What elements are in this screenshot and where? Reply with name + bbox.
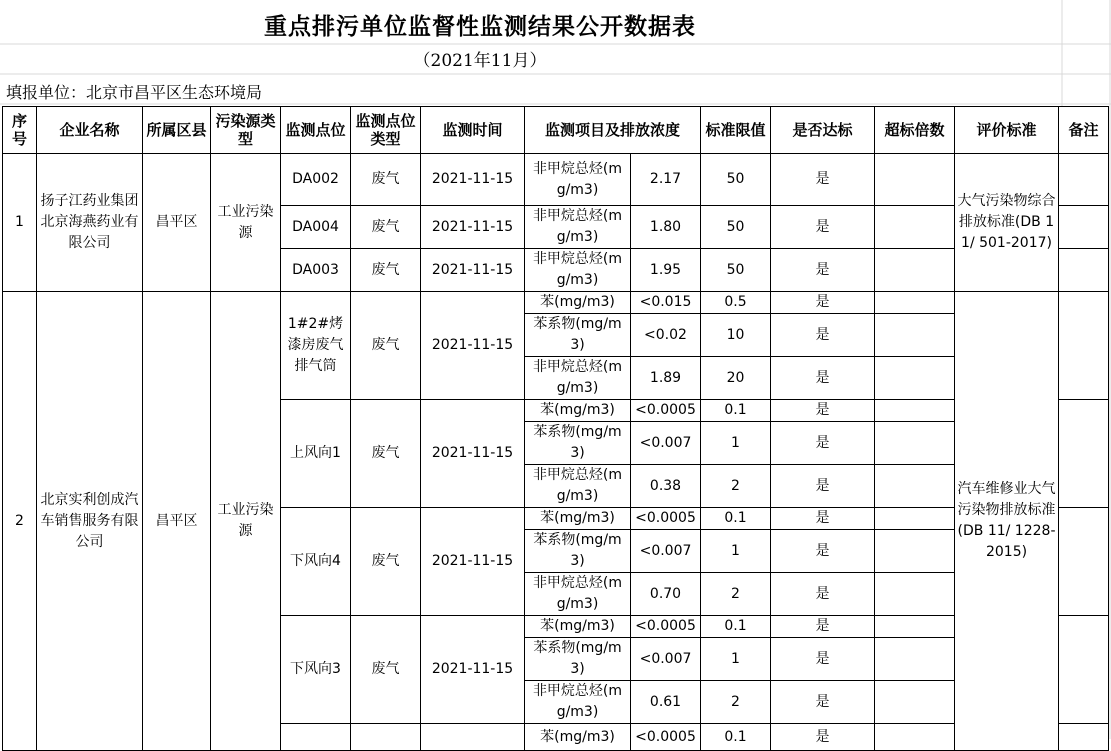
cell-compliant[interactable]: 是 [771,530,875,573]
cell-item[interactable]: 苯(mg/m3) [525,616,631,638]
cell-compliant[interactable]: 是 [771,154,875,206]
cell-point[interactable]: 1#2#烤漆房废气排气筒 [281,292,351,400]
cell-time[interactable]: 2021-11-15 [421,154,525,206]
cell-exceed[interactable] [875,422,955,465]
cell-point-type[interactable]: 废气 [351,508,421,616]
reporting-unit: 填报单位：北京市昌平区生态环境局 [6,83,263,102]
cell-compliant[interactable]: 是 [771,292,875,314]
cell-time[interactable]: 2021-11-15 [421,292,525,400]
cell-remark[interactable] [1059,154,1109,206]
cell-point[interactable]: DA003 [281,249,351,292]
cell-item[interactable]: 苯(mg/m3) [525,508,631,530]
cell-item[interactable]: 非甲烷总烃(mg/m3) [525,465,631,508]
cell-time[interactable] [421,724,525,751]
cell-exceed[interactable] [875,206,955,249]
cell-point-type[interactable]: 废气 [351,616,421,724]
cell-compliant[interactable]: 是 [771,508,875,530]
header-point-type[interactable]: 监测点位类型 [351,107,421,154]
table-row [3,292,1109,314]
cell-time[interactable]: 2021-11-15 [421,400,525,508]
cell-remark[interactable] [1059,206,1109,249]
cell-exceed[interactable] [875,724,955,751]
cell-exceed[interactable] [875,249,955,292]
cell-remark[interactable] [1059,508,1109,616]
cell-point[interactable]: DA004 [281,206,351,249]
cell-exceed[interactable] [875,292,955,314]
cell-limit[interactable]: 0.1 [701,400,771,422]
cell-time[interactable]: 2021-11-15 [421,616,525,724]
cell-limit[interactable]: 2 [701,573,771,616]
header-seq[interactable]: 序号 [3,107,37,154]
cell-point-type[interactable]: 废气 [351,249,421,292]
cell-item[interactable]: 苯系物(mg/m3) [525,314,631,357]
cell-value[interactable]: 0.70 [631,573,701,616]
header-district[interactable]: 所属区县 [143,107,211,154]
monitoring-results-table [2,106,1109,751]
cell-limit[interactable]: 0.1 [701,616,771,638]
cell-limit[interactable]: 10 [701,314,771,357]
cell-point[interactable]: 下风向4 [281,508,351,616]
cell-value[interactable]: 1.95 [631,249,701,292]
cell-remark[interactable] [1059,249,1109,292]
cell-source-type[interactable]: 工业污染源 [211,154,281,292]
cell-compliant[interactable]: 是 [771,206,875,249]
cell-item[interactable]: 苯系物(mg/m3) [525,638,631,681]
cell-value[interactable]: <0.0005 [631,400,701,422]
cell-limit[interactable]: 50 [701,206,771,249]
page-title: 重点排污单位监督性监测结果公开数据表 [264,13,696,40]
cell-exceed[interactable] [875,681,955,724]
cell-value[interactable]: 2.17 [631,154,701,206]
cell-item[interactable]: 苯系物(mg/m3) [525,530,631,573]
cell-limit[interactable]: 0.5 [701,292,771,314]
cell-point-type[interactable]: 废气 [351,292,421,400]
table-body [3,154,1109,751]
cell-exceed[interactable] [875,530,955,573]
page-subtitle: （2021年11月） [413,51,547,71]
cell-district[interactable]: 昌平区 [143,292,211,751]
cell-point[interactable]: DA002 [281,154,351,206]
cell-compliant[interactable]: 是 [771,616,875,638]
cell-item[interactable]: 非甲烷总烃(mg/m3) [525,357,631,400]
cell-item[interactable]: 非甲烷总烃(mg/m3) [525,681,631,724]
cell-company-name[interactable]: 扬子江药业集团北京海燕药业有限公司 [37,154,143,292]
cell-item[interactable]: 苯(mg/m3) [525,292,631,314]
cell-exceed[interactable] [875,573,955,616]
cell-value[interactable]: 0.61 [631,681,701,724]
cell-exceed[interactable] [875,357,955,400]
cell-exceed[interactable] [875,314,955,357]
cell-limit[interactable]: 50 [701,249,771,292]
cell-compliant[interactable]: 是 [771,724,875,751]
cell-point-type[interactable]: 废气 [351,206,421,249]
cell-standard[interactable]: 汽车维修业大气污染物排放标准(DB 11/ 1228-2015) [955,292,1059,751]
header-point[interactable]: 监测点位 [281,107,351,154]
cell-time[interactable]: 2021-11-15 [421,508,525,616]
cell-value[interactable]: <0.02 [631,314,701,357]
header-remark[interactable]: 备注 [1059,107,1109,154]
header-item-concentration[interactable]: 监测项目及排放浓度 [525,107,701,154]
cell-compliant[interactable]: 是 [771,314,875,357]
cell-seq[interactable]: 1 [3,154,37,292]
cell-value[interactable]: 0.38 [631,465,701,508]
cell-compliant[interactable]: 是 [771,400,875,422]
cell-value[interactable]: <0.0005 [631,724,701,751]
cell-item[interactable]: 非甲烷总烃(mg/m3) [525,249,631,292]
cell-compliant[interactable]: 是 [771,357,875,400]
cell-item[interactable]: 苯系物(mg/m3) [525,422,631,465]
cell-exceed[interactable] [875,154,955,206]
cell-value[interactable]: <0.007 [631,422,701,465]
cell-limit[interactable]: 2 [701,465,771,508]
cell-remark[interactable] [1059,400,1109,508]
cell-limit[interactable]: 50 [701,154,771,206]
cell-source-type[interactable]: 工业污染源 [211,292,281,751]
cell-exceed[interactable] [875,465,955,508]
cell-item[interactable]: 非甲烷总烃(mg/m3) [525,154,631,206]
cell-item[interactable]: 非甲烷总烃(mg/m3) [525,573,631,616]
cell-limit[interactable]: 1 [701,422,771,465]
cell-exceed[interactable] [875,616,955,638]
cell-compliant[interactable]: 是 [771,422,875,465]
cell-value[interactable]: <0.015 [631,292,701,314]
cell-limit[interactable]: 20 [701,357,771,400]
cell-company-name[interactable]: 北京实利创成汽车销售服务有限公司 [37,292,143,751]
cell-point-type[interactable] [351,724,421,751]
cell-compliant[interactable]: 是 [771,638,875,681]
cell-standard[interactable]: 大气污染物综合排放标准(DB 11/ 501-2017) [955,154,1059,292]
cell-value[interactable]: <0.007 [631,530,701,573]
cell-value[interactable]: <0.0005 [631,616,701,638]
cell-district[interactable]: 昌平区 [143,154,211,292]
header-compliant[interactable]: 是否达标 [771,107,875,154]
cell-compliant[interactable]: 是 [771,249,875,292]
cell-value[interactable]: <0.007 [631,638,701,681]
table-row [3,154,1109,206]
cell-value[interactable]: 1.89 [631,357,701,400]
cell-seq[interactable]: 2 [3,292,37,751]
cell-remark[interactable] [1059,724,1109,751]
header-company[interactable]: 企业名称 [37,107,143,154]
cell-compliant[interactable]: 是 [771,681,875,724]
cell-point[interactable]: 下风向3 [281,616,351,724]
header-limit[interactable]: 标准限值 [701,107,771,154]
cell-time[interactable]: 2021-11-15 [421,249,525,292]
cell-point[interactable]: 上风向1 [281,400,351,508]
cell-point-type[interactable]: 废气 [351,154,421,206]
cell-item[interactable]: 苯(mg/m3) [525,400,631,422]
cell-remark[interactable] [1059,292,1109,400]
cell-point-type[interactable]: 废气 [351,400,421,508]
cell-item[interactable]: 苯(mg/m3) [525,724,631,751]
cell-point[interactable] [281,724,351,751]
cell-value[interactable]: <0.0005 [631,508,701,530]
cell-item[interactable]: 非甲烷总烃(mg/m3) [525,206,631,249]
cell-exceed[interactable] [875,638,955,681]
cell-limit[interactable]: 1 [701,530,771,573]
table-header [3,107,1109,154]
cell-time[interactable]: 2021-11-15 [421,206,525,249]
cell-limit[interactable]: 0.1 [701,508,771,530]
cell-value[interactable]: 1.80 [631,206,701,249]
cell-compliant[interactable]: 是 [771,573,875,616]
cell-limit[interactable]: 2 [701,681,771,724]
header-standard[interactable]: 评价标准 [955,107,1059,154]
cell-limit[interactable]: 0.1 [701,724,771,751]
cell-compliant[interactable]: 是 [771,465,875,508]
cell-remark[interactable] [1059,616,1109,724]
header-source-type[interactable]: 污染源类型 [211,107,281,154]
header-time[interactable]: 监测时间 [421,107,525,154]
header-exceed-multiple[interactable]: 超标倍数 [875,107,955,154]
cell-exceed[interactable] [875,508,955,530]
cell-limit[interactable]: 1 [701,638,771,681]
cell-exceed[interactable] [875,400,955,422]
